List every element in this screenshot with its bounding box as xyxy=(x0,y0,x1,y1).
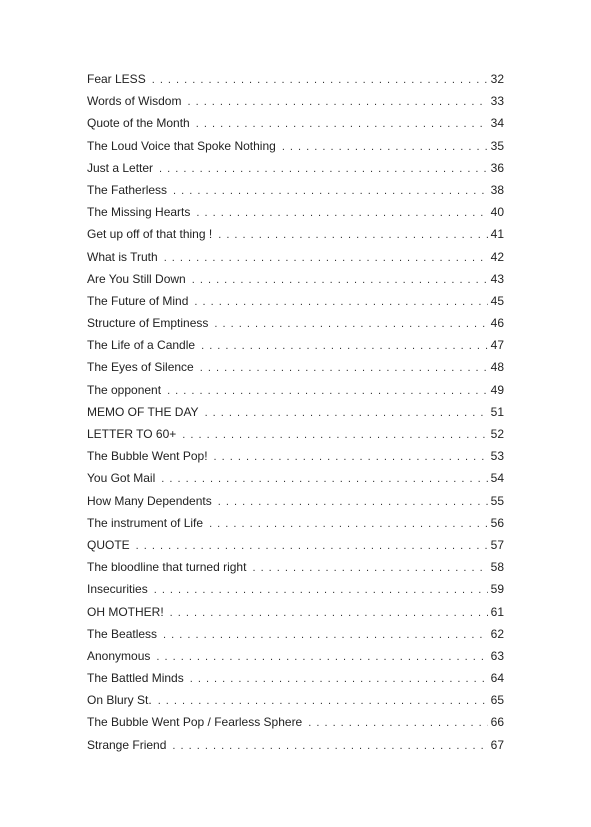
toc-entry-page-number: 47 xyxy=(490,338,504,353)
toc-entry-page-number: 48 xyxy=(490,360,504,375)
toc-entry-title: Strange Friend xyxy=(87,737,167,752)
toc-entry[interactable] xyxy=(87,448,504,470)
toc-entry-title: The Battled Minds xyxy=(87,671,184,686)
toc-entry-title: The Beatless xyxy=(87,626,158,641)
toc-entry-page-number: 32 xyxy=(490,72,504,86)
toc-entry-page-number: 67 xyxy=(490,737,504,752)
toc-entry-title: Structure of Emptiness xyxy=(87,316,209,331)
dot-leader xyxy=(209,516,488,532)
dot-leader xyxy=(161,471,488,487)
dot-leader xyxy=(154,582,488,598)
toc-entry-title: The Missing Hearts xyxy=(87,205,191,220)
dot-leader xyxy=(159,161,488,177)
dot-leader xyxy=(196,205,488,221)
dot-leader xyxy=(164,250,488,266)
toc-entry-page-number: 52 xyxy=(490,427,504,441)
toc-entry-title: The Eyes of Silence xyxy=(87,360,194,375)
table-of-contents xyxy=(87,71,504,759)
toc-entry-page-number: 57 xyxy=(490,537,504,552)
toc-entry-title: LETTER TO 60+ xyxy=(87,427,177,441)
toc-entry-title: Just a Letter xyxy=(87,160,154,175)
toc-entry[interactable] xyxy=(87,271,504,293)
dot-leader xyxy=(218,227,488,243)
toc-entry[interactable] xyxy=(87,382,504,404)
toc-entry-title: The Loud Voice that Spoke Nothing xyxy=(87,138,276,153)
toc-entry-title: Quote of the Month xyxy=(87,116,190,131)
toc-entry-title: Anonymous xyxy=(87,648,151,663)
dot-leader xyxy=(214,449,488,465)
toc-entry-title: QUOTE xyxy=(87,537,130,552)
toc-entry[interactable] xyxy=(87,359,504,381)
toc-entry-page-number: 55 xyxy=(490,493,504,508)
toc-entry-page-number: 62 xyxy=(490,626,504,641)
dot-leader xyxy=(214,316,488,332)
toc-entry-page-number: 42 xyxy=(490,249,504,264)
toc-entry[interactable] xyxy=(87,93,504,115)
toc-entry[interactable] xyxy=(87,581,504,603)
toc-entry-title: The instrument of Life xyxy=(87,515,204,530)
toc-entry-page-number: 58 xyxy=(490,560,504,575)
toc-entry-title: Are You Still Down xyxy=(87,271,186,286)
toc-entry-page-number: 53 xyxy=(490,449,504,464)
toc-entry[interactable] xyxy=(87,470,504,492)
toc-entry-page-number: 36 xyxy=(490,160,504,175)
dot-leader xyxy=(172,738,488,754)
dot-leader xyxy=(173,183,488,199)
toc-entry[interactable] xyxy=(87,182,504,204)
toc-entry-title: Fear LESS xyxy=(87,72,146,86)
toc-entry-page-number: 54 xyxy=(490,471,504,486)
toc-entry-title: OH MOTHER! xyxy=(87,604,164,619)
toc-entry-title: On Blury St. xyxy=(87,693,152,708)
toc-entry-title: You Got Mail xyxy=(87,471,156,486)
toc-entry[interactable] xyxy=(87,537,504,559)
toc-entry[interactable] xyxy=(87,692,504,714)
toc-entry[interactable] xyxy=(87,204,504,226)
toc-entry-title: The Bubble Went Pop! xyxy=(87,449,208,464)
toc-entry-page-number: 61 xyxy=(490,604,504,619)
dot-leader xyxy=(201,338,488,354)
dot-leader xyxy=(158,693,488,709)
toc-entry[interactable] xyxy=(87,315,504,337)
toc-entry-page-number: 45 xyxy=(490,293,504,308)
toc-entry-title: Get up off of that thing ! xyxy=(87,227,213,242)
dot-leader xyxy=(167,383,488,399)
toc-entry-page-number: 51 xyxy=(490,404,504,419)
toc-entry-title: Insecurities xyxy=(87,582,148,597)
toc-entry[interactable] xyxy=(87,604,504,626)
toc-entry-title: How Many Dependents xyxy=(87,493,212,508)
toc-entry-page-number: 41 xyxy=(490,227,504,242)
toc-entry[interactable] xyxy=(87,138,504,160)
dot-leader xyxy=(187,94,488,110)
toc-entry-page-number: 35 xyxy=(490,138,504,153)
toc-entry[interactable] xyxy=(87,249,504,271)
dot-leader xyxy=(163,627,488,643)
toc-entry[interactable] xyxy=(87,71,504,93)
toc-entry[interactable] xyxy=(87,337,504,359)
toc-entry-title: The bloodline that turned right xyxy=(87,560,247,575)
toc-entry[interactable] xyxy=(87,160,504,182)
toc-entry-page-number: 66 xyxy=(490,715,504,730)
dot-leader xyxy=(200,360,488,376)
toc-entry-page-number: 43 xyxy=(490,271,504,286)
dot-leader xyxy=(170,605,488,621)
toc-entry-title: The Life of a Candle xyxy=(87,338,196,353)
toc-entry-page-number: 59 xyxy=(490,582,504,597)
toc-entry[interactable] xyxy=(87,293,504,315)
toc-entry[interactable] xyxy=(87,226,504,248)
toc-entry[interactable] xyxy=(87,115,504,137)
toc-entry[interactable] xyxy=(87,648,504,670)
toc-entry-title: MEMO OF THE DAY xyxy=(87,404,199,419)
toc-entry-page-number: 38 xyxy=(490,182,504,197)
toc-entry-page-number: 33 xyxy=(490,94,504,109)
dot-leader xyxy=(152,72,488,88)
dot-leader xyxy=(156,649,488,665)
toc-entry[interactable] xyxy=(87,626,504,648)
toc-entry[interactable] xyxy=(87,737,504,759)
dot-leader xyxy=(252,560,488,576)
dot-leader xyxy=(190,671,488,687)
toc-entry[interactable] xyxy=(87,714,504,736)
toc-entry-page-number: 34 xyxy=(490,116,504,131)
dot-leader xyxy=(136,538,488,554)
toc-entry-page-number: 56 xyxy=(490,515,504,530)
toc-entry-page-number: 63 xyxy=(490,648,504,663)
toc-entry-page-number: 49 xyxy=(490,382,504,397)
toc-entry[interactable] xyxy=(87,493,504,515)
toc-entry-title: The Fatherless xyxy=(87,182,168,197)
toc-entry[interactable] xyxy=(87,426,504,448)
toc-entry[interactable] xyxy=(87,515,504,537)
toc-entry[interactable] xyxy=(87,404,504,426)
toc-entry-title: The Future of Mind xyxy=(87,293,189,308)
toc-entry-title: The opponent xyxy=(87,382,162,397)
dot-leader xyxy=(282,139,488,155)
dot-leader xyxy=(218,494,488,510)
dot-leader xyxy=(196,116,488,132)
dot-leader xyxy=(182,427,488,443)
toc-entry[interactable] xyxy=(87,559,504,581)
toc-entry-page-number: 46 xyxy=(490,316,504,331)
toc-entry-page-number: 64 xyxy=(490,671,504,686)
toc-entry[interactable] xyxy=(87,670,504,692)
dot-leader xyxy=(205,405,488,421)
toc-entry-title: Words of Wisdom xyxy=(87,94,182,109)
toc-entry-title: The Bubble Went Pop / Fearless Sphere xyxy=(87,715,303,730)
toc-entry-title: What is Truth xyxy=(87,249,158,264)
dot-leader xyxy=(308,715,488,731)
dot-leader xyxy=(192,272,488,288)
toc-entry-page-number: 65 xyxy=(490,693,504,708)
toc-entry-page-number: 40 xyxy=(490,205,504,220)
dot-leader xyxy=(194,294,488,310)
